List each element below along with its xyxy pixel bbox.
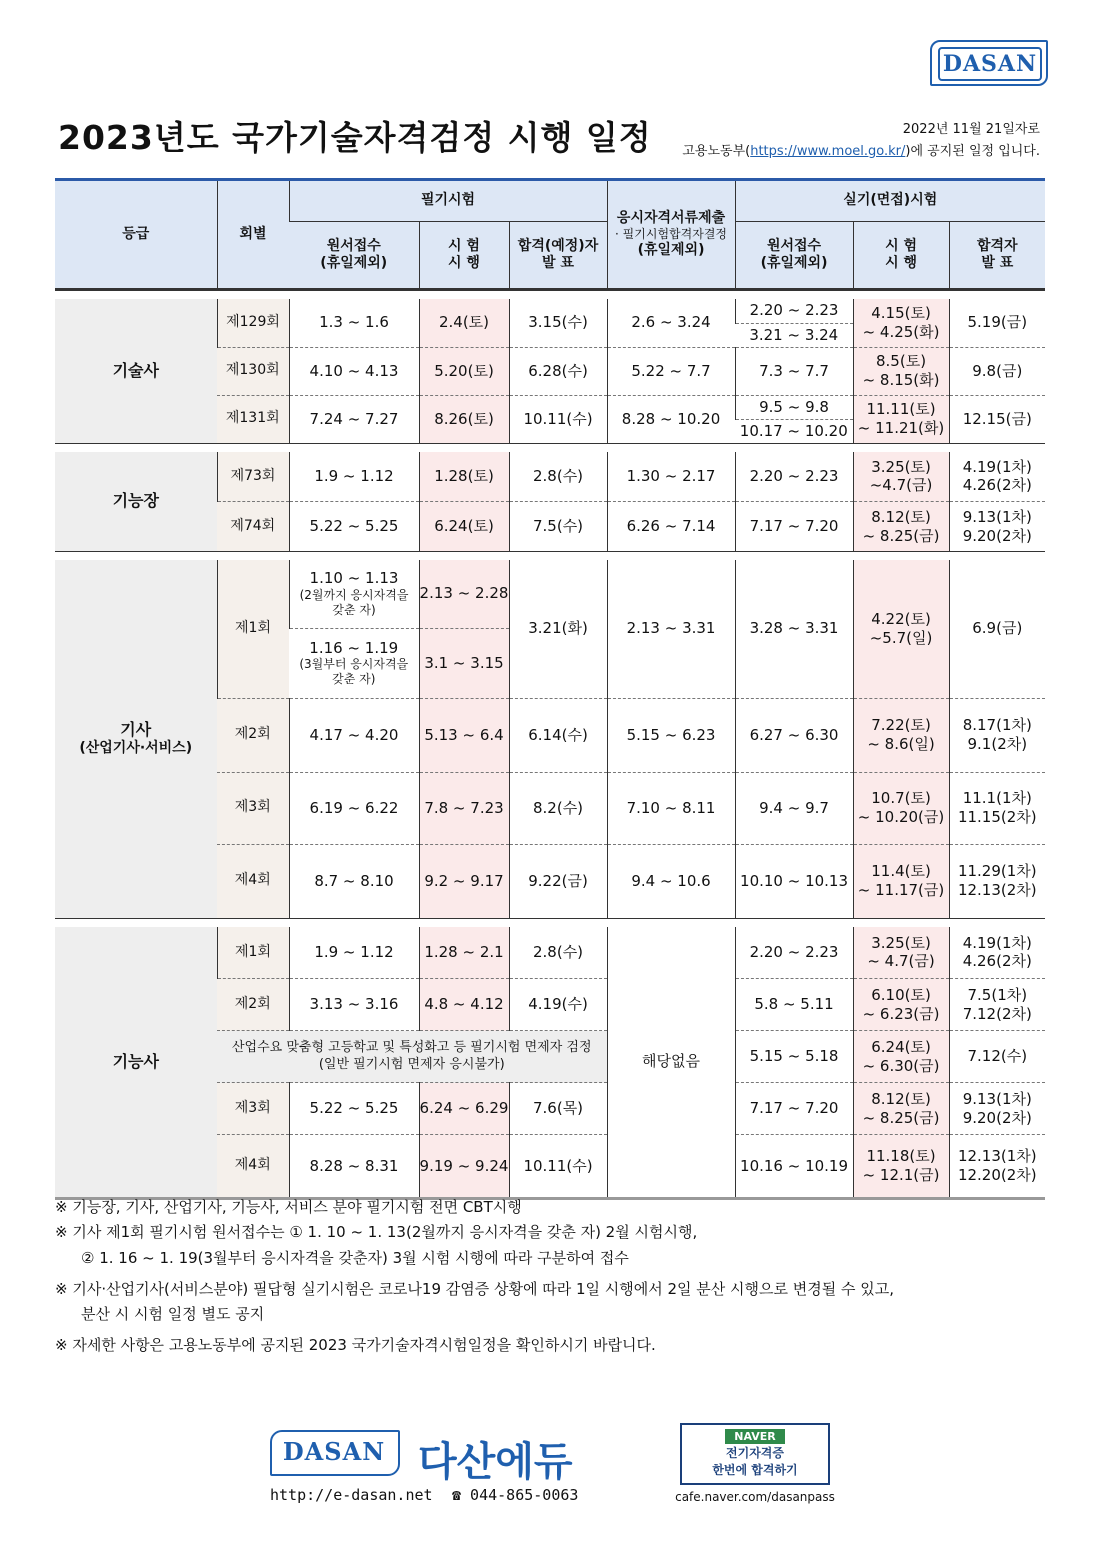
logo-text: DASAN [942,51,1038,77]
cell: 9.8(금) [949,347,1045,395]
cell: 5.15 ~ 5.18 [735,1031,853,1083]
cell: 2.13 ~ 3.31 [607,560,735,698]
cell-line: 11.15(2차) [957,808,1037,826]
cell-line: 12.13(2차) [957,881,1037,899]
cell-line: 8.12(토) [871,507,931,526]
cell-line: ~ 8.25(금) [862,526,940,545]
cell: 6.19 ~ 6.22 [289,772,419,844]
hdr-line: (휴일제외) [760,255,828,271]
notice-suffix: )에 공지된 일정 입니다. [905,144,1040,159]
cell [949,698,1045,772]
cell-line: 11.29(1차) [957,862,1037,881]
cell: 2.8(수) [509,927,607,979]
table-row [55,299,1045,323]
round-cell: 제3회 [217,1083,289,1135]
round-cell: 제130회 [217,347,289,395]
naver-cafe-banner[interactable] [680,1423,830,1485]
notice-prefix: 고용노동부( [682,144,751,159]
cell: 5.22 ~ 5.25 [289,502,419,552]
header-doc-line3: (휴일제외) [637,242,705,258]
note-item: 분산 시 시험 일정 별도 공지 [81,1305,265,1323]
cell-line: 4.26(2차) [962,952,1032,971]
cell-line: 3.25(토) [871,933,931,952]
cell: 10.11(수) [509,395,607,443]
cell: 7.12(수) [949,1031,1045,1083]
cell: 2.20 ~ 2.23 [735,927,853,979]
hdr-line: 시 행 [448,255,480,271]
cell: 2.8(수) [509,452,607,502]
round-cell: 제73회 [217,452,289,502]
cell [949,844,1045,918]
cell: 2.20 ~ 2.23 [735,452,853,502]
header-doc-line1: 응시자격서류제출 [616,209,726,226]
naver-line2: 한번에 합격하기 [712,1463,798,1477]
cell [853,979,949,1031]
cell: 2.13 ~ 2.28 [419,560,509,628]
cell: 8.7 ~ 8.10 [289,844,419,918]
cell: 7.10 ~ 8.11 [607,772,735,844]
header-doc-line2: · 필기시험합격자결정 [615,227,728,241]
cell: 10.11(수) [509,1135,607,1199]
cell: 1.9 ~ 1.12 [289,452,419,502]
grade-line: 기사 [120,720,152,739]
grade-cell [55,560,217,918]
cell-line: ~ 8.15(화) [862,371,940,389]
hdr-line: (휴일제외) [320,255,388,271]
hdr-line: 발 표 [981,255,1014,271]
cell: 7.3 ~ 7.7 [735,347,853,395]
cell: 4.17 ~ 4.20 [289,698,419,772]
cell: 2.6 ~ 3.24 [607,299,735,347]
cell [853,347,949,395]
brand-name: 다산에듀 [418,1439,573,1485]
cell: 9.19 ~ 9.24 [419,1135,509,1199]
round-cell: 제4회 [217,1135,289,1199]
cell [853,452,949,502]
cell [949,452,1045,502]
cell [853,502,949,552]
naver-cafe-url[interactable]: cafe.naver.com/dasanpass [675,1490,835,1504]
cell-line: ~ 4.7(금) [867,952,935,971]
cell-line: ~ 6.23(금) [862,1004,940,1023]
cell-line: (2월까지 응시자격을 [299,588,409,603]
cell-line: ~ 11.17(금) [857,881,945,899]
cell [949,1135,1045,1199]
cell-line: 8.17(1차) [962,716,1032,735]
cell-line: 4.26(2차) [962,476,1032,495]
round-cell: 제74회 [217,502,289,552]
cell-line: ~ 12.1(금) [862,1166,940,1184]
round-cell: 제4회 [217,844,289,918]
cell: 10.10 ~ 10.13 [735,844,853,918]
cell: 1.30 ~ 2.17 [607,452,735,502]
cell: 1.3 ~ 1.6 [289,299,419,347]
cell: 6.24(토) [419,502,509,552]
cell: 10.16 ~ 10.19 [735,1135,853,1199]
cell: 3.15(수) [509,299,607,347]
schedule-table [55,178,1045,1200]
cell-line: 11.4(토) [871,862,931,881]
cell: 4.10 ~ 4.13 [289,347,419,395]
cell [949,927,1045,979]
cell [949,502,1045,552]
cell: 9.2 ~ 9.17 [419,844,509,918]
naver-badge: NAVER [725,1429,785,1444]
cell [853,772,949,844]
cell [853,844,949,918]
grade-cell: 기술사 [55,299,217,443]
cell-not-applicable: 해당없음 [607,927,735,1199]
brand-url[interactable]: http://e-dasan.net [270,1486,433,1504]
cell: 6.26 ~ 7.14 [607,502,735,552]
header-written: 필기시험 [289,180,607,222]
cell-line: 8.12(토) [871,1089,931,1108]
hdr-line: 발 표 [542,255,574,271]
cell [853,299,949,347]
cell-line: 4.22(토) [871,610,931,628]
cell: 3.28 ~ 3.31 [735,560,853,698]
cell: 7.17 ~ 7.20 [735,502,853,552]
cell: 9.22(금) [509,844,607,918]
hdr-line: 시 험 [885,237,917,254]
cell: 10.17 ~ 10.20 [735,419,853,443]
cell: 1.9 ~ 1.12 [289,927,419,979]
cell-line: (일반 필기시험 면제자 응시불가) [318,1056,505,1072]
header-doc [607,180,735,290]
cell [853,1031,949,1083]
cell-line: 4.15(토) [871,304,931,322]
round-cell: 제2회 [217,979,289,1031]
cell-line: 갖춘 자) [332,603,376,618]
cell-line: 9.1(2차) [967,735,1028,753]
cell [949,979,1045,1031]
cell-line: 4.19(1차) [962,457,1032,476]
cell: 8.28 ~ 8.31 [289,1135,419,1199]
cell: 3.13 ~ 3.16 [289,979,419,1031]
cell-line: 1.10 ~ 1.13 [309,569,399,588]
cell: 3.1 ~ 3.15 [419,628,509,698]
grade-cell: 기능사 [55,927,217,1199]
cell: 3.21 ~ 3.24 [735,323,853,347]
cell-line: 6.24(토) [871,1037,931,1056]
round-cell: 제129회 [217,299,289,347]
cell: 5.8 ~ 5.11 [735,979,853,1031]
hdr-line: 합격(예정)자 [517,237,599,254]
cell: 4.8 ~ 4.12 [419,979,509,1031]
cell [853,1083,949,1135]
header-practical: 실기(면접)시험 [735,180,1045,222]
header-p-result [949,222,1045,290]
cell-line: 7.12(2차) [962,1004,1032,1023]
cell: 9.4 ~ 10.6 [607,844,735,918]
header-round: 회별 [217,180,289,290]
cell-line: ~ 4.25(화) [862,322,940,341]
cell-line: 12.20(2차) [957,1166,1037,1184]
round-cell: 제2회 [217,698,289,772]
cell: 8.2(수) [509,772,607,844]
cell: 7.8 ~ 7.23 [419,772,509,844]
brand-phone: ☎ 044-865-0063 [452,1486,579,1504]
cell-line: 갖춘 자) [332,672,376,687]
dasan-logo-top [938,47,1042,81]
hdr-line: 합격자 [976,237,1018,254]
note-item: ※ 기사·산업기사(서비스분야) 필답형 실기시험은 코로나19 감염증 상황에 따라 1일 시행에서 2일 분산 시행으로 변경될 수 있고, [55,1279,895,1298]
hdr-line: 시 험 [448,237,480,254]
cell [289,628,419,698]
grade-line: (산업기사·서비스) [79,740,193,756]
cell-line: ~ 10.20(금) [857,808,945,826]
cell-line: 3.25(토) [871,457,931,476]
cell-line: 9.20(2차) [962,1108,1032,1127]
cell [853,395,949,443]
cell-line: 7.22(토) [871,716,931,735]
table-row [55,452,1045,502]
cell: 5.22 ~ 5.25 [289,1083,419,1135]
notice-source [640,140,1040,159]
cell: 5.22 ~ 7.7 [607,347,735,395]
hdr-line: 원서접수 [326,237,381,254]
cell: 6.24 ~ 6.29 [419,1083,509,1135]
cell-line: ~5.7(일) [869,628,933,647]
cell: 5.15 ~ 6.23 [607,698,735,772]
cell: 5.19(금) [949,299,1045,347]
cell: 8.26(토) [419,395,509,443]
page-title: 2023년도 국가기술자격검정 시행 일정 [58,118,652,157]
naver-line1: 전기자격증 [726,1446,784,1460]
round-cell: 제1회 [217,560,289,698]
cell-line: ~ 8.6(일) [867,735,935,753]
header-p-apply [735,222,853,290]
spacer [55,443,1045,452]
cell-line: 8.5(토) [876,352,927,371]
header-w-exam [419,222,509,290]
notes [55,1196,1055,1360]
cell: 5.20(토) [419,347,509,395]
cell: 6.14(수) [509,698,607,772]
spacer [55,918,1045,927]
round-cell: 제131회 [217,395,289,443]
cell: 4.19(수) [509,979,607,1031]
round-cell: 제3회 [217,772,289,844]
cell [949,1083,1045,1135]
cell-line: 6.10(토) [871,985,931,1004]
cell-line: 산업수요 맞춤형 고등학교 및 특성화고 등 필기시험 면제자 검정 [231,1040,592,1056]
cell-line: 11.1(1차) [962,789,1032,808]
moel-link[interactable]: https://www.moel.go.kr/ [750,144,906,159]
cell-line: (3월부터 응시자격을 [299,657,409,672]
cell [289,560,419,628]
cell-line: 9.13(1차) [962,507,1032,526]
note-item: ※ 기사 제1회 필기시험 원서접수는 ① 1. 10 ~ 1. 13(2월까지 응시자격을 갖춘 자) 2월 시험시행, [55,1223,698,1242]
cell: 9.5 ~ 9.8 [735,395,853,419]
cell [853,698,949,772]
header-w-result [509,222,607,290]
header-grade: 등급 [55,180,217,290]
footer-logo-text: DASAN [282,1437,386,1466]
cell: 7.24 ~ 7.27 [289,395,419,443]
round-cell: 제1회 [217,927,289,979]
cell: 6.9(금) [949,560,1045,698]
exemption-cell [217,1031,607,1083]
cell [949,772,1045,844]
cell: 1.28 ~ 2.1 [419,927,509,979]
cell-line: ~4.7(금) [869,476,933,495]
cell-line: 7.5(1차) [967,985,1028,1004]
cell-line: 1.16 ~ 1.19 [309,638,399,657]
cell: 3.21(화) [509,560,607,698]
table-row [55,560,1045,628]
header-p-exam [853,222,949,290]
grade-cell: 기능장 [55,452,217,552]
cell: 1.28(토) [419,452,509,502]
cell: 5.13 ~ 6.4 [419,698,509,772]
note-item: ② 1. 16 ~ 1. 19(3월부터 응시자격을 갖춘자) 3월 시험 시행에 따라 구분하여 접수 [81,1248,629,1267]
cell-line: 9.13(1차) [962,1089,1032,1108]
table-row [55,927,1045,979]
cell-line: ~ 8.25(금) [862,1108,940,1127]
cell [853,1135,949,1199]
footer-logo [270,1430,400,1476]
cell: 8.28 ~ 10.20 [607,395,735,443]
cell: 6.27 ~ 6.30 [735,698,853,772]
cell-line: 10.7(토) [871,789,931,808]
cell-line: 12.13(1차) [957,1147,1037,1166]
cell: 7.5(수) [509,502,607,552]
note-item: ※ 기능장, 기사, 산업기사, 기능사, 서비스 분야 필기시험 전면 CBT시행 [55,1198,522,1216]
hdr-line: 원서접수 [766,237,822,254]
hdr-line: 시 행 [885,255,917,271]
cell: 6.28(수) [509,347,607,395]
cell-line: ~ 11.21(화) [857,419,945,437]
cell: 12.15(금) [949,395,1045,443]
cell-line: 11.18(토) [866,1147,936,1166]
spacer [55,290,1045,300]
spacer [55,552,1045,561]
cell [853,560,949,698]
cell: 2.4(토) [419,299,509,347]
cell: 9.4 ~ 9.7 [735,772,853,844]
cell-line: ~ 6.30(금) [862,1056,940,1075]
notice-date: 2022년 11월 21일자로 [902,122,1040,137]
cell-line: 11.11(토) [866,400,936,419]
cell: 7.6(목) [509,1083,607,1135]
cell-line: 4.19(1차) [962,933,1032,952]
cell: 2.20 ~ 2.23 [735,299,853,323]
note-item: ※ 자세한 사항은 고용노동부에 공지된 2023 국가기술자격시험일정을 확인하시기 바랍니다. [55,1336,656,1355]
header-w-apply [289,222,419,290]
cell [853,927,949,979]
cell-line: 9.20(2차) [962,526,1032,545]
cell: 7.17 ~ 7.20 [735,1083,853,1135]
